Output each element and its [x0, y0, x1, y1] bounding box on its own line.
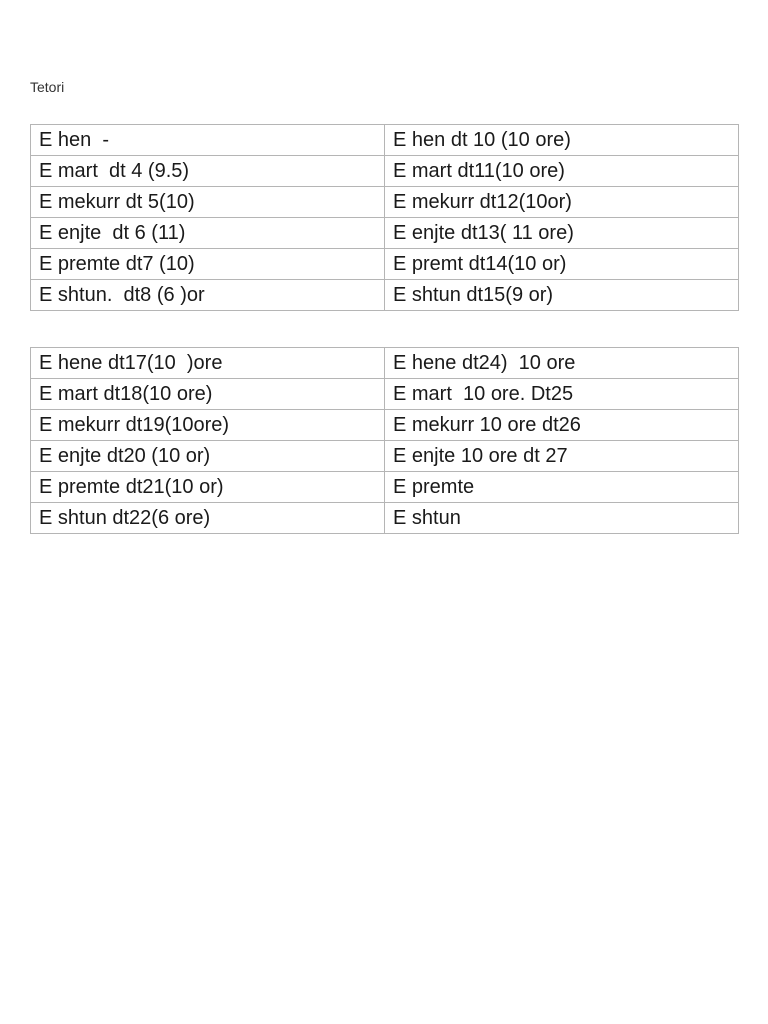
schedule-table-2	[30, 347, 739, 534]
table-cell: E mart dt 4 (9.5)	[31, 156, 385, 187]
table-cell: E mart 10 ore. Dt25	[385, 379, 739, 410]
table-row	[31, 187, 739, 218]
table-row	[31, 218, 739, 249]
table-row	[31, 249, 739, 280]
schedule-table-1	[30, 124, 739, 311]
table-row	[31, 441, 739, 472]
table-cell: E enjte dt13( 11 ore)	[385, 218, 739, 249]
table-cell: E hene dt24) 10 ore	[385, 348, 739, 379]
table-cell: E premt dt14(10 or)	[385, 249, 739, 280]
table-cell: E shtun dt22(6 ore)	[31, 503, 385, 534]
table-row	[31, 472, 739, 503]
table-cell: E mekurr dt12(10or)	[385, 187, 739, 218]
table-cell: E enjte 10 ore dt 27	[385, 441, 739, 472]
table-cell: E hen dt 10 (10 ore)	[385, 125, 739, 156]
table-cell: E enjte dt 6 (11)	[31, 218, 385, 249]
document-title: Tetori	[30, 79, 65, 95]
table-cell: E hen -	[31, 125, 385, 156]
table-cell: E shtun dt15(9 or)	[385, 280, 739, 311]
table-cell: E shtun. dt8 (6 )or	[31, 280, 385, 311]
table-row	[31, 280, 739, 311]
table-cell: E mart dt11(10 ore)	[385, 156, 739, 187]
table-cell: E premte dt21(10 or)	[31, 472, 385, 503]
table-cell: E premte dt7 (10)	[31, 249, 385, 280]
table-cell: E premte	[385, 472, 739, 503]
table-cell: E mart dt18(10 ore)	[31, 379, 385, 410]
table-row	[31, 379, 739, 410]
table-cell: E mekurr dt19(10ore)	[31, 410, 385, 441]
table-row	[31, 156, 739, 187]
table-row	[31, 348, 739, 379]
table-row	[31, 125, 739, 156]
table-cell: E hene dt17(10 )ore	[31, 348, 385, 379]
table-row	[31, 503, 739, 534]
table-cell: E enjte dt20 (10 or)	[31, 441, 385, 472]
table-cell: E mekurr 10 ore dt26	[385, 410, 739, 441]
table-row	[31, 410, 739, 441]
table-cell: E shtun	[385, 503, 739, 534]
table-cell: E mekurr dt 5(10)	[31, 187, 385, 218]
